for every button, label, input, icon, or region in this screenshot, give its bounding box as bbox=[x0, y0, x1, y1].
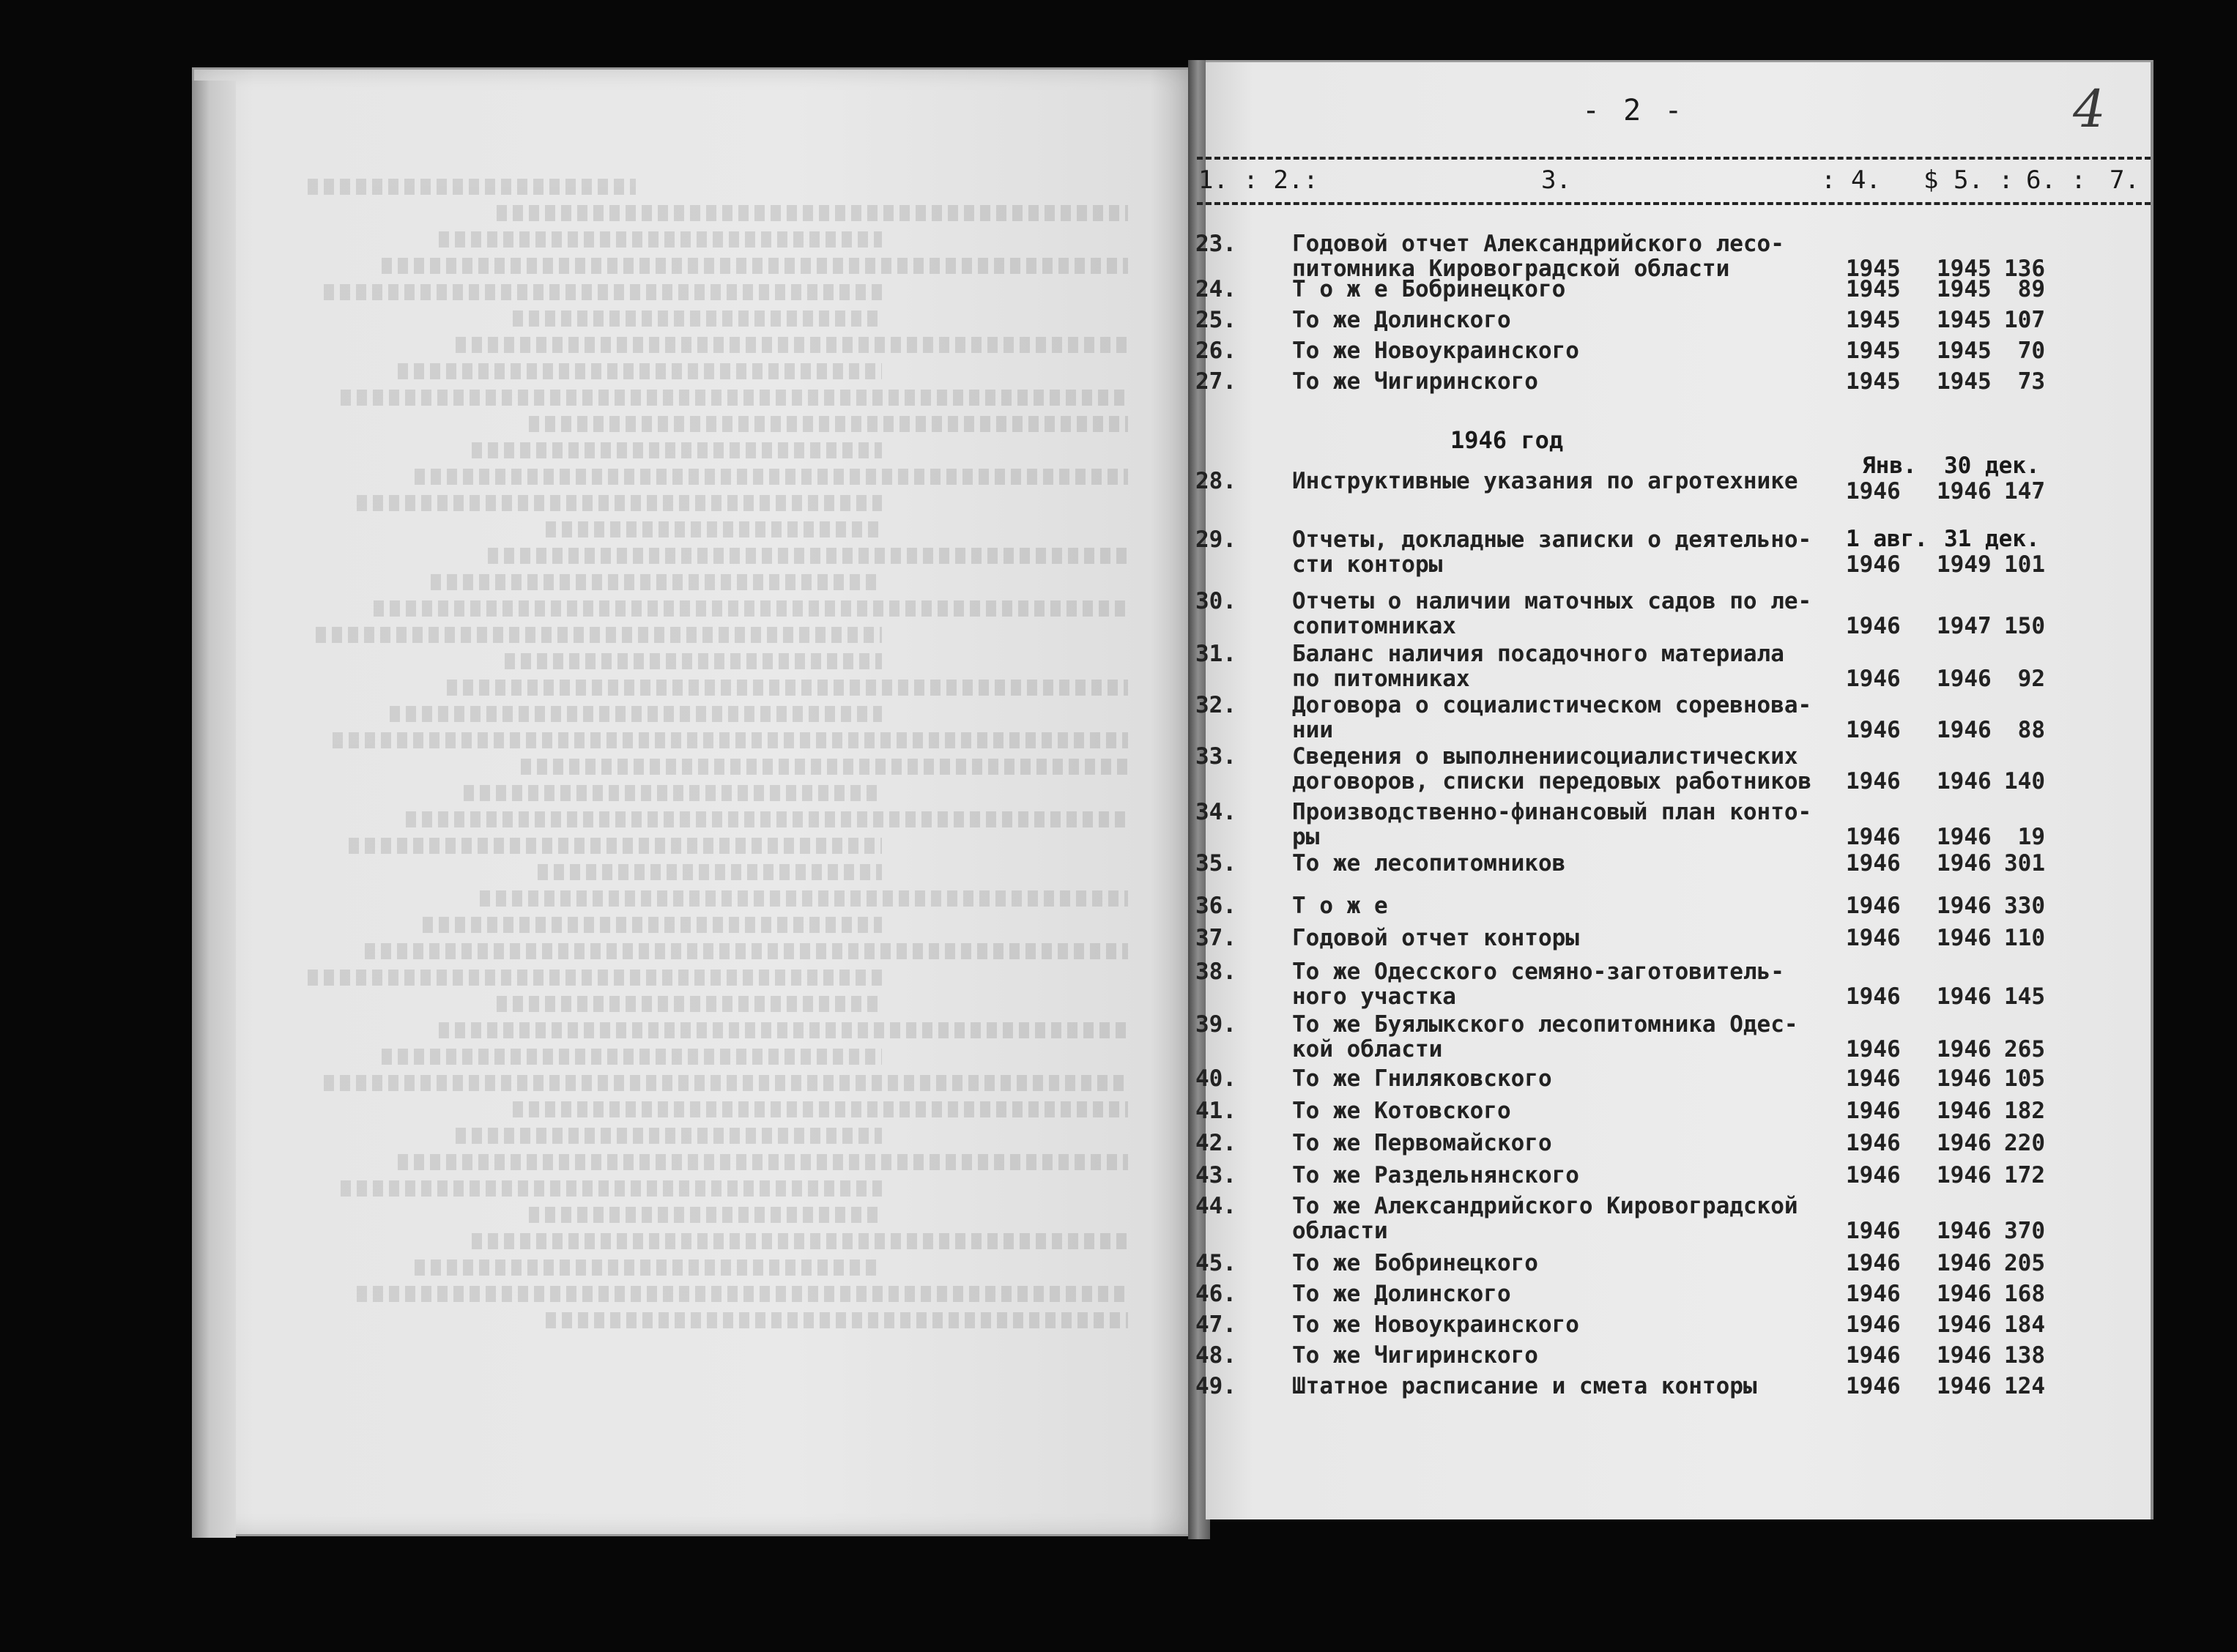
item-number: 43. bbox=[1195, 1162, 1236, 1188]
item-title: Т о ж е bbox=[1292, 893, 1388, 919]
item-title: То же Новоукраинского bbox=[1292, 338, 1579, 364]
item-year-start: 1945 bbox=[1846, 256, 1901, 282]
item-year-end: 1946 bbox=[1937, 1311, 1992, 1338]
ghost-line bbox=[497, 996, 882, 1012]
ghost-line bbox=[513, 310, 882, 327]
item-year-start: 1946 bbox=[1846, 1098, 1901, 1124]
ghost-line bbox=[415, 1260, 882, 1276]
item-sheet-count: 92 bbox=[2017, 666, 2045, 692]
item-sheet-count: 101 bbox=[2004, 551, 2045, 578]
ghost-line bbox=[538, 864, 882, 880]
ghost-line bbox=[382, 1049, 882, 1065]
header-col-7: 7. bbox=[2110, 165, 2140, 195]
header-col-5: $ 5. : bbox=[1923, 165, 2014, 195]
year-heading: 1946 год bbox=[1450, 426, 1564, 454]
item-year-end: 1945 bbox=[1937, 307, 1992, 333]
item-number: 33. bbox=[1195, 743, 1236, 770]
item-sheet-count: 145 bbox=[2004, 983, 2045, 1010]
item-year-end: 1945 bbox=[1937, 338, 1992, 364]
item-sheet-count: 168 bbox=[2004, 1281, 2045, 1307]
item-year-start: 1946 bbox=[1846, 768, 1901, 795]
item-number: 36. bbox=[1195, 893, 1236, 919]
ghost-line bbox=[488, 548, 1128, 564]
item-year-end: 1946 bbox=[1937, 1098, 1992, 1124]
note-aug: 1 авг. bbox=[1846, 526, 1928, 552]
item-number: 32. bbox=[1195, 692, 1236, 718]
item-sheet-count: 220 bbox=[2004, 1130, 2045, 1156]
ghost-line bbox=[349, 838, 882, 854]
ghost-line bbox=[472, 442, 882, 458]
header-col-4: : 4. bbox=[1821, 165, 1881, 195]
ghost-line bbox=[480, 890, 1128, 907]
item-sheet-count: 184 bbox=[2004, 1311, 2045, 1338]
item-year-end: 1946 bbox=[1937, 1130, 1992, 1156]
item-number: 23. bbox=[1195, 231, 1236, 257]
item-number: 41. bbox=[1195, 1098, 1236, 1124]
item-year-end: 1946 bbox=[1937, 1250, 1992, 1276]
item-title: То же Бобринецкого bbox=[1292, 1250, 1538, 1276]
ghost-line bbox=[374, 600, 1128, 617]
item-number: 34. bbox=[1195, 799, 1236, 825]
ghost-line bbox=[398, 363, 882, 379]
item-year-end: 1946 bbox=[1937, 1373, 1992, 1399]
item-sheet-count: 136 bbox=[2004, 256, 2045, 282]
header-col-3: 3. bbox=[1541, 165, 1571, 195]
item-year-end: 1946 bbox=[1937, 925, 1992, 951]
ghost-line bbox=[406, 811, 1128, 827]
item-title: Сведения о выполнениисоциалистических договоров, списки передовых работников bbox=[1292, 743, 1812, 795]
item-title: Годовой отчет конторы bbox=[1292, 925, 1579, 951]
item-year-end: 1946 bbox=[1937, 666, 1992, 692]
bleed-through-text bbox=[308, 168, 1128, 1443]
header-col-1-2: 1. : 2.: bbox=[1198, 165, 1318, 195]
item-year-end: 1947 bbox=[1937, 613, 1992, 639]
ghost-line bbox=[546, 1312, 1128, 1328]
ghost-line bbox=[439, 231, 882, 248]
item-year-start: 1945 bbox=[1846, 338, 1901, 364]
ghost-line bbox=[324, 284, 882, 300]
item-year-start: 1946 bbox=[1846, 824, 1901, 850]
item-title: То же Первомайского bbox=[1292, 1130, 1552, 1156]
item-year-end: 1946 bbox=[1937, 983, 1992, 1010]
ghost-line bbox=[456, 337, 1128, 353]
item-year-start: 1946 bbox=[1846, 1036, 1901, 1063]
ghost-line bbox=[324, 1075, 1128, 1091]
item-number: 30. bbox=[1195, 588, 1236, 614]
item-year-end: 1946 bbox=[1937, 1065, 1992, 1092]
item-title: То же Одесского семяно-заготовитель- ного участка bbox=[1292, 959, 1784, 1010]
item-sheet-count: 140 bbox=[2004, 768, 2045, 795]
item-year-start: 1946 bbox=[1846, 666, 1901, 692]
item-title: То же Александрийского Кировоградской области bbox=[1292, 1193, 1798, 1244]
item-sheet-count: 265 bbox=[2004, 1036, 2045, 1063]
item-number: 44. bbox=[1195, 1193, 1236, 1219]
item-sheet-count: 301 bbox=[2004, 850, 2045, 877]
header-rule-bottom bbox=[1197, 202, 2151, 205]
item-year-end: 1945 bbox=[1937, 256, 1992, 282]
ghost-line bbox=[447, 680, 1128, 696]
item-number: 45. bbox=[1195, 1250, 1236, 1276]
item-year-start: 1946 bbox=[1846, 1130, 1901, 1156]
item-title: Инструктивные указания по агротехнике bbox=[1292, 468, 1798, 494]
item-number: 46. bbox=[1195, 1281, 1236, 1307]
item-title: То же Раздельнянского bbox=[1292, 1162, 1579, 1188]
item-year-end: 1946 bbox=[1937, 478, 1992, 505]
item-number: 31. bbox=[1195, 641, 1236, 667]
ghost-line bbox=[308, 179, 636, 195]
ghost-line bbox=[333, 732, 1128, 748]
item-year-end: 1945 bbox=[1937, 368, 1992, 395]
item-sheet-count: 107 bbox=[2004, 307, 2045, 333]
item-year-start: 1946 bbox=[1846, 983, 1901, 1010]
item-year-start: 1946 bbox=[1846, 1065, 1901, 1092]
item-title: Годовой отчет Александрийского лесо- питомника Кировоградской области bbox=[1292, 231, 1784, 282]
ghost-line bbox=[316, 627, 882, 643]
item-number: 26. bbox=[1195, 338, 1236, 364]
ghost-line bbox=[431, 574, 882, 590]
item-title: Т о ж е Бобринецкого bbox=[1292, 276, 1566, 302]
item-title: Баланс наличия посадочного материала по питомниках bbox=[1292, 641, 1784, 692]
item-number: 27. bbox=[1195, 368, 1236, 395]
ghost-line bbox=[423, 917, 882, 933]
item-year-end: 1945 bbox=[1937, 276, 1992, 302]
item-number: 48. bbox=[1195, 1342, 1236, 1369]
item-sheet-count: 73 bbox=[2017, 368, 2045, 395]
item-sheet-count: 147 bbox=[2004, 478, 2045, 505]
item-year-start: 1946 bbox=[1846, 1342, 1901, 1369]
item-sheet-count: 138 bbox=[2004, 1342, 2045, 1369]
item-year-end: 1946 bbox=[1937, 717, 1992, 743]
item-year-end: 1946 bbox=[1937, 824, 1992, 850]
ghost-line bbox=[521, 759, 1128, 775]
item-title: Отчеты, докладные записки о деятельно- сти конторы bbox=[1292, 527, 1812, 578]
item-number: 42. bbox=[1195, 1130, 1236, 1156]
item-year-start: 1945 bbox=[1846, 368, 1901, 395]
ghost-line bbox=[505, 653, 882, 669]
ghost-line bbox=[357, 495, 882, 511]
ghost-line bbox=[341, 390, 1128, 406]
item-year-end: 1946 bbox=[1937, 1281, 1992, 1307]
item-sheet-count: 70 bbox=[2017, 338, 2045, 364]
ghost-line bbox=[308, 970, 882, 986]
item-year-end: 1946 bbox=[1937, 1218, 1992, 1244]
ghost-line bbox=[464, 785, 882, 801]
header-rule-top bbox=[1197, 157, 2151, 160]
item-number: 49. bbox=[1195, 1373, 1236, 1399]
item-year-start: 1946 bbox=[1846, 850, 1901, 877]
item-year-start: 1946 bbox=[1846, 478, 1901, 505]
item-sheet-count: 89 bbox=[2017, 276, 2045, 302]
ghost-line bbox=[439, 1022, 1128, 1038]
item-sheet-count: 370 bbox=[2004, 1218, 2045, 1244]
item-title: То же Долинского bbox=[1292, 1281, 1511, 1307]
item-title: То же Буялыкского лесопитомника Одес- кой области bbox=[1292, 1011, 1798, 1063]
item-title: То же Долинского bbox=[1292, 307, 1511, 333]
note-jan: Янв. bbox=[1862, 453, 1917, 479]
ghost-line bbox=[415, 469, 1128, 485]
item-sheet-count: 19 bbox=[2017, 824, 2045, 850]
item-year-start: 1946 bbox=[1846, 1281, 1901, 1307]
item-year-end: 1946 bbox=[1937, 768, 1992, 795]
item-year-start: 1946 bbox=[1846, 551, 1901, 578]
note-dec31: 31 дек. bbox=[1944, 526, 2040, 552]
item-year-start: 1946 bbox=[1846, 1373, 1901, 1399]
item-sheet-count: 172 bbox=[2004, 1162, 2045, 1188]
item-year-end: 1946 bbox=[1937, 850, 1992, 877]
item-sheet-count: 88 bbox=[2017, 717, 2045, 743]
item-number: 25. bbox=[1195, 307, 1236, 333]
item-sheet-count: 110 bbox=[2004, 925, 2045, 951]
ghost-line bbox=[357, 1286, 1128, 1302]
item-year-start: 1946 bbox=[1846, 893, 1901, 919]
item-title: То же Гниляковского bbox=[1292, 1065, 1552, 1092]
page-number: - 2 - bbox=[1582, 94, 1685, 127]
item-title: То же лесопитомников bbox=[1292, 850, 1566, 877]
ghost-line bbox=[365, 943, 1128, 959]
item-number: 47. bbox=[1195, 1311, 1236, 1338]
item-year-start: 1946 bbox=[1846, 613, 1901, 639]
item-title: То же Котовского bbox=[1292, 1098, 1511, 1124]
item-year-start: 1946 bbox=[1846, 1218, 1901, 1244]
page-edges bbox=[192, 81, 236, 1538]
item-sheet-count: 330 bbox=[2004, 893, 2045, 919]
ghost-line bbox=[382, 258, 1128, 274]
ghost-line bbox=[341, 1180, 882, 1197]
ghost-line bbox=[456, 1128, 882, 1144]
item-sheet-count: 124 bbox=[2004, 1373, 2045, 1399]
item-year-end: 1946 bbox=[1937, 893, 1992, 919]
item-sheet-count: 205 bbox=[2004, 1250, 2045, 1276]
item-title: То же Чигиринского bbox=[1292, 1342, 1538, 1369]
item-year-end: 1949 bbox=[1937, 551, 1992, 578]
ghost-line bbox=[398, 1154, 1128, 1170]
item-year-start: 1946 bbox=[1846, 1250, 1901, 1276]
item-number: 40. bbox=[1195, 1065, 1236, 1092]
ghost-line bbox=[390, 706, 882, 722]
item-number: 24. bbox=[1195, 276, 1236, 302]
ghost-line bbox=[513, 1101, 1128, 1117]
item-sheet-count: 105 bbox=[2004, 1065, 2045, 1092]
item-number: 38. bbox=[1195, 959, 1236, 985]
item-number: 28. bbox=[1195, 468, 1236, 494]
item-title: Договора о социалистическом соревнова- нии bbox=[1292, 692, 1812, 743]
item-year-start: 1946 bbox=[1846, 925, 1901, 951]
item-year-start: 1946 bbox=[1846, 717, 1901, 743]
item-number: 37. bbox=[1195, 925, 1236, 951]
item-title: Производственно-финансовый план конто- ры bbox=[1292, 799, 1812, 850]
item-year-start: 1945 bbox=[1846, 276, 1901, 302]
item-number: 29. bbox=[1195, 527, 1236, 553]
item-title: То же Чигиринского bbox=[1292, 368, 1538, 395]
item-number: 35. bbox=[1195, 850, 1236, 877]
item-sheet-count: 182 bbox=[2004, 1098, 2045, 1124]
ghost-line bbox=[472, 1233, 1128, 1249]
ghost-line bbox=[529, 416, 1128, 432]
item-title: То же Новоукраинского bbox=[1292, 1311, 1579, 1338]
item-year-end: 1946 bbox=[1937, 1036, 1992, 1063]
item-title: Штатное расписание и смета конторы bbox=[1292, 1373, 1757, 1399]
folio-number: 4 bbox=[2073, 79, 2106, 139]
item-number: 39. bbox=[1195, 1011, 1236, 1038]
item-sheet-count: 150 bbox=[2004, 613, 2045, 639]
ghost-line bbox=[497, 205, 1128, 221]
item-year-start: 1945 bbox=[1846, 307, 1901, 333]
item-year-start: 1946 bbox=[1846, 1311, 1901, 1338]
item-year-end: 1946 bbox=[1937, 1342, 1992, 1369]
ghost-line bbox=[529, 1207, 882, 1223]
item-title: Отчеты о наличии маточных садов по ле- сопитомниках bbox=[1292, 588, 1812, 639]
item-year-start: 1946 bbox=[1846, 1162, 1901, 1188]
item-year-end: 1946 bbox=[1937, 1162, 1992, 1188]
header-col-6: 6. : bbox=[2026, 165, 2086, 195]
note-dec30: 30 дек. bbox=[1944, 453, 2040, 479]
ghost-line bbox=[546, 521, 882, 537]
